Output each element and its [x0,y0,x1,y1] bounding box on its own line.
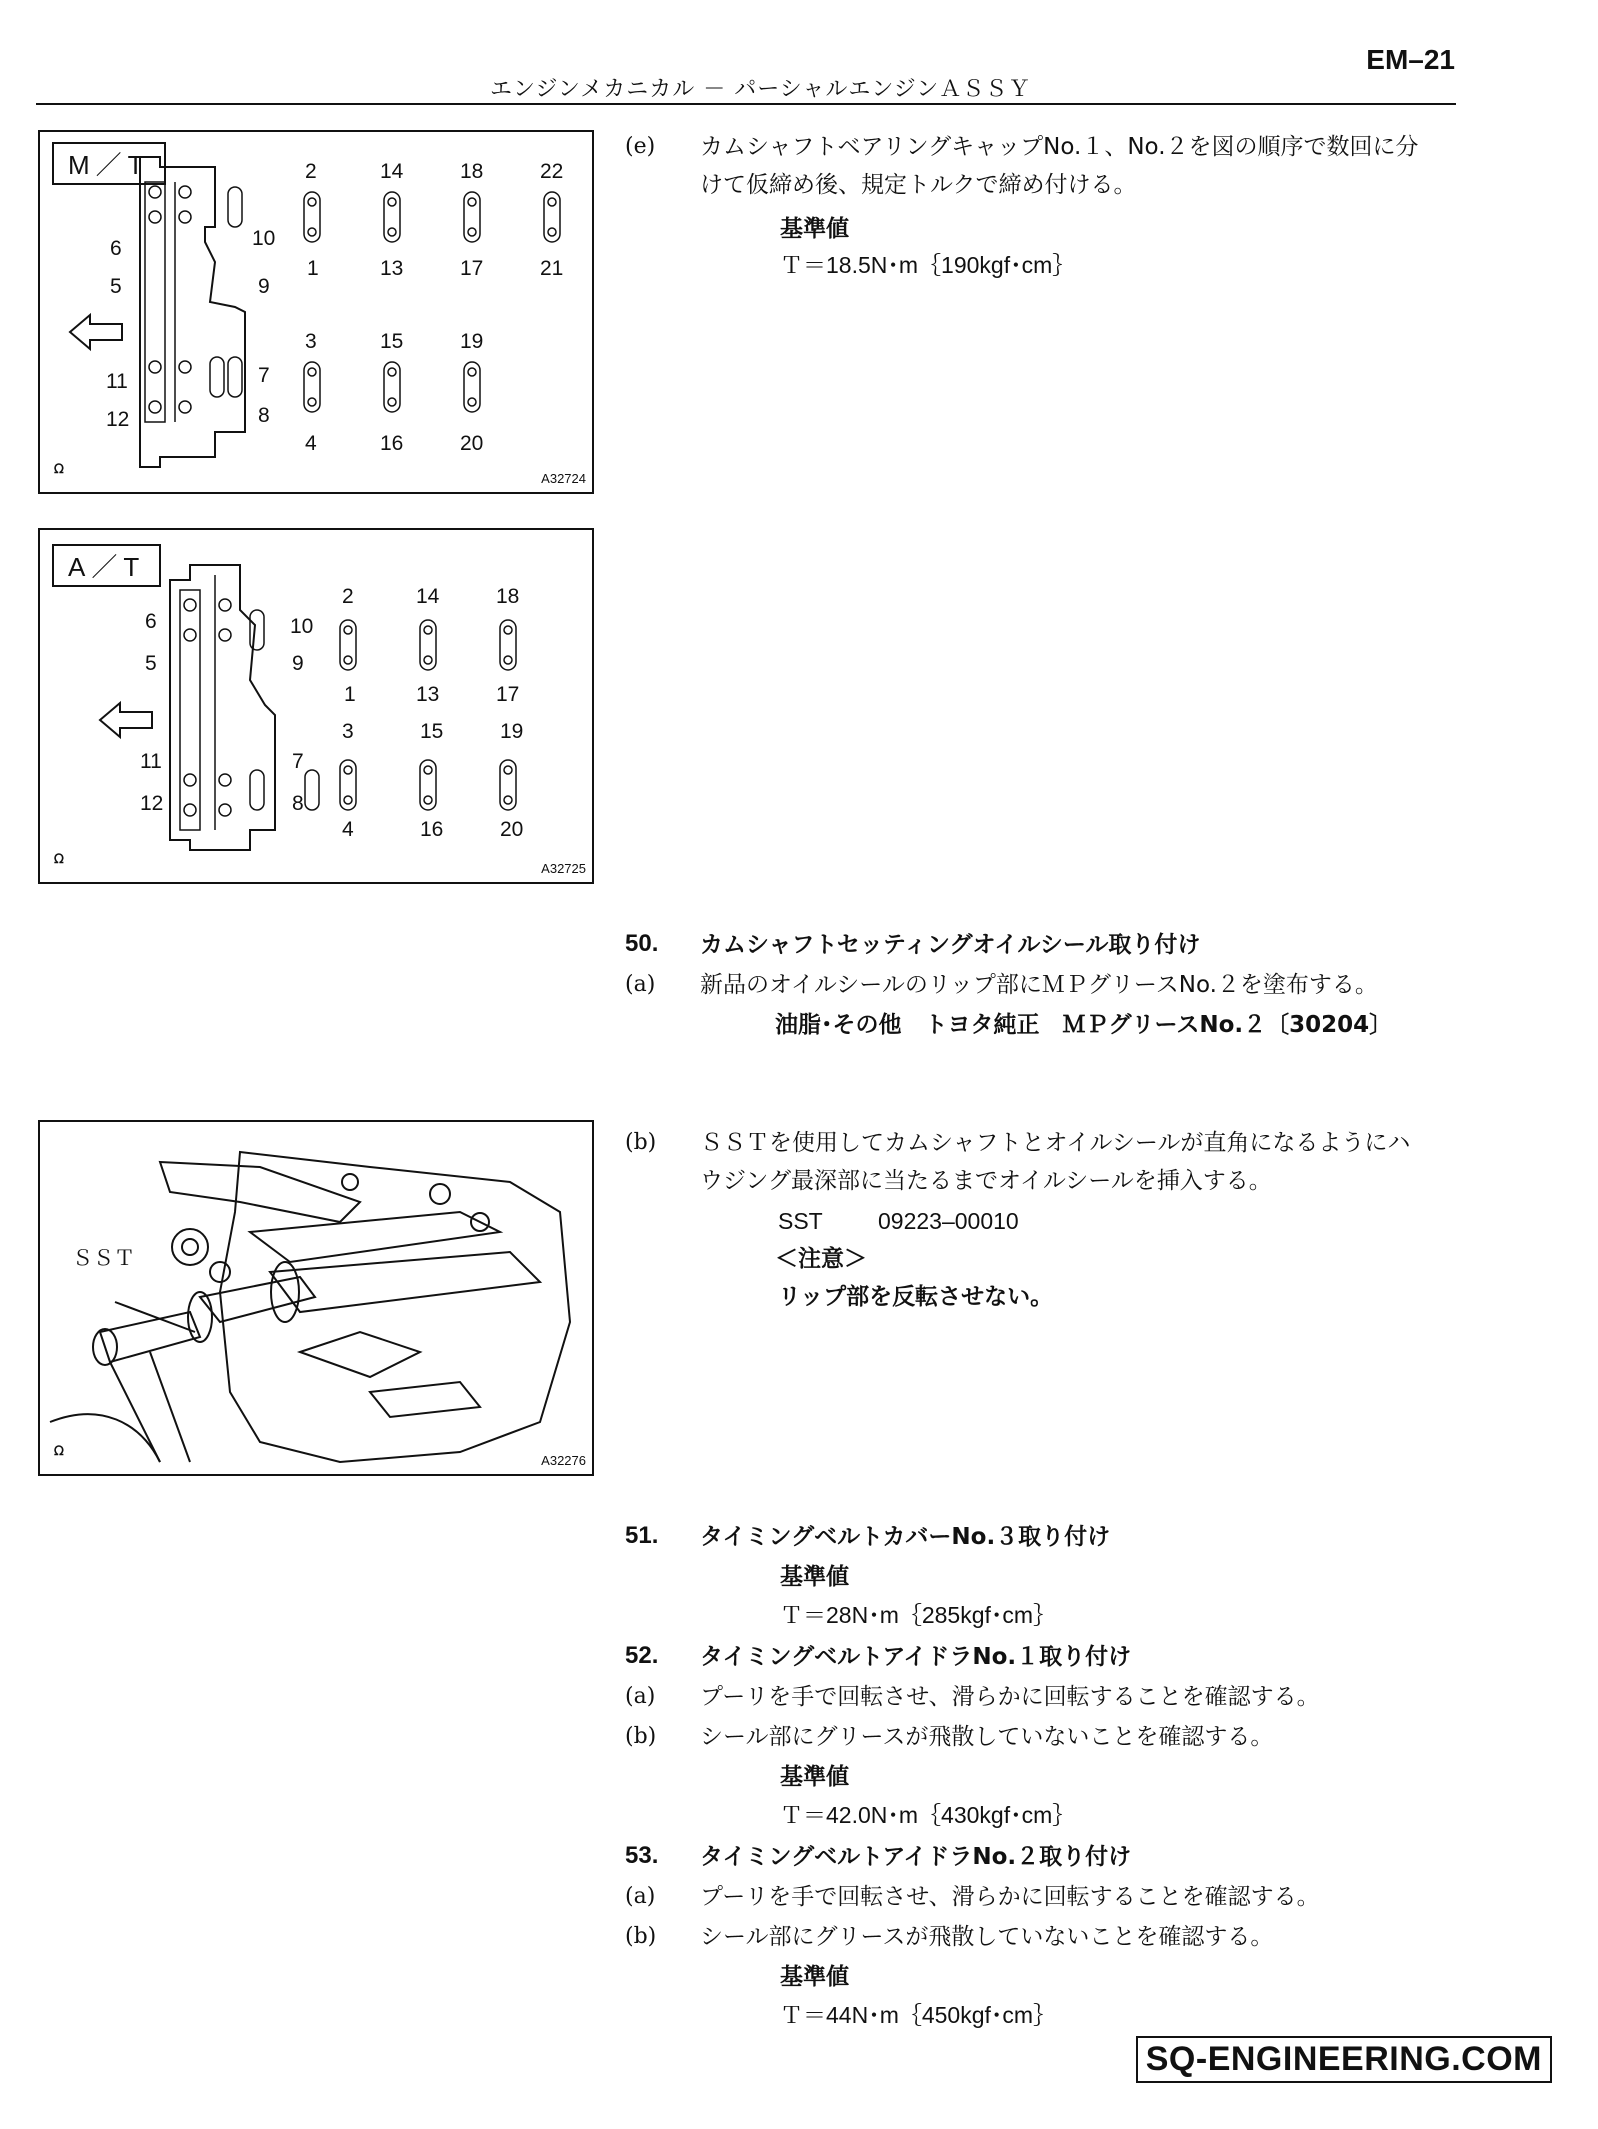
figure-mt-label: M／T [52,142,166,185]
bolt-number: 12 [106,408,130,431]
bolt-number: 1 [307,257,319,280]
section-title: エンジンメカニカル － パーシャルエンジンＡＳＳＹ [490,77,1032,102]
bolt-number: 11 [106,370,128,393]
step-text: けて仮締め後、規定トルクで締め付ける。 [700,172,1137,198]
step-text: 新品のオイルシールのリップ部にＭＰグリースNo.２を塗布する。 [700,972,1378,998]
bolt-number: 2 [305,160,317,183]
step-number: 51. [625,1522,659,1549]
bolt-number: 3 [342,720,354,743]
bolt-number: 17 [496,683,520,706]
bolt-number: 13 [380,257,404,280]
bolt-number: 15 [380,330,404,353]
figure-code: A32725 [541,861,586,876]
step-text: シール部にグリースが飛散していないことを確認する。 [700,1724,1274,1750]
bolt-number: 1 [344,683,356,706]
bolt-number: 5 [145,652,157,675]
step-title: カムシャフトセッティングオイルシール取り付け [700,932,1201,958]
figure-mt [38,130,594,494]
torque-value: Ｔ＝18.5N･m｛190kgf･cm｝ [780,252,1076,278]
step-title: タイミングベルトアイドラNo.２取り付け [700,1844,1132,1870]
bolt-number: 17 [460,257,484,280]
page-number: EM–21 [1366,44,1455,75]
bolt-number: 6 [145,610,157,633]
step-text: シール部にグリースが飛散していないことを確認する。 [700,1924,1274,1950]
bolt-number: 6 [110,237,122,260]
bolt-number: 12 [140,792,164,815]
torque-value: Ｔ＝44N･m｛450kgf･cm｝ [780,2002,1057,2028]
figure-sst [38,1120,594,1476]
step-marker: (b) [625,1924,657,1949]
bolt-number: 14 [416,585,440,608]
step-title: タイミングベルトアイドラNo.１取り付け [700,1644,1132,1670]
bolt-number: 7 [292,750,304,773]
figure-code: A32724 [541,471,586,486]
step-text: ウジング最深部に当たるまでオイルシールを挿入する。 [700,1168,1272,1194]
caution-label: ＜注意＞ [775,1246,867,1272]
step-text: プーリを手で回転させ、滑らかに回転することを確認する。 [700,1884,1320,1910]
bolt-number: 4 [305,432,317,455]
bolt-number: 13 [416,683,440,706]
step-number: 52. [625,1642,659,1669]
bolt-number: 19 [500,720,524,743]
sst-code: 09223–00010 [878,1208,1019,1234]
torque-value: Ｔ＝28N･m｛285kgf･cm｝ [780,1602,1057,1628]
bolt-number: 3 [305,330,317,353]
bolt-number: 4 [342,818,354,841]
standard-label: 基準値 [780,1964,849,1990]
step-marker: (b) [625,1724,657,1749]
standard-label: 基準値 [780,1564,849,1590]
sst-label: SST [778,1208,823,1234]
sst-installation-illustration [40,1122,592,1474]
bolt-number: 20 [460,432,484,455]
step-text: ＳＳＴを使用してカムシャフトとオイルシールが直角になるようにハ [700,1130,1411,1156]
step-text: プーリを手で回転させ、滑らかに回転することを確認する。 [700,1684,1320,1710]
step-marker: (a) [625,1884,656,1909]
standard-label: 基準値 [780,216,849,242]
bolt-number: 10 [290,615,314,638]
bolt-number: 9 [292,652,304,675]
header-divider [36,103,1456,105]
figure-at [38,528,594,884]
figure-mark: ᘯ [54,852,64,867]
bolt-number: 19 [460,330,484,353]
step-marker: (e) [625,134,656,159]
bolt-number: 22 [540,160,564,183]
bolt-number: 18 [460,160,484,183]
figure-code: A32276 [541,1453,586,1468]
bolt-number: 2 [342,585,354,608]
step-marker: (b) [625,1130,657,1155]
bolt-number: 10 [252,227,276,250]
step-marker: (a) [625,1684,656,1709]
lubricant-note: 油脂･その他 トヨタ純正 ＭＰグリースNo.２〔30204〕 [775,1012,1393,1038]
bolt-number: 14 [380,160,404,183]
step-number: 50. [625,930,659,957]
caution-text: リップ部を反転させない。 [778,1284,1054,1310]
standard-label: 基準値 [780,1764,849,1790]
figure-mark: ᘯ [54,1444,64,1459]
bolt-number: 21 [540,257,564,280]
bolt-number: 15 [420,720,444,743]
step-title: タイミングベルトカバーNo.３取り付け [700,1524,1111,1550]
bolt-number: 16 [420,818,444,841]
footer-brand: SQ-ENGINEERING.COM [1136,2036,1552,2083]
step-text: カムシャフトベアリングキャップNo.１、No.２を図の順序で数回に分 [700,134,1419,160]
bolt-number: 18 [496,585,520,608]
bolt-number: 5 [110,275,122,298]
torque-value: Ｔ＝42.0N･m｛430kgf･cm｝ [780,1802,1076,1828]
bolt-number: 8 [258,404,270,427]
bolt-number: 16 [380,432,404,455]
step-number: 53. [625,1842,659,1869]
bolt-number: 11 [140,750,162,773]
bolt-number: 8 [292,792,304,815]
step-marker: (a) [625,972,656,997]
bolt-number: 20 [500,818,524,841]
sst-label: ＳＳＴ [72,1247,135,1270]
bolt-number: 9 [258,275,270,298]
figure-at-label: A／T [52,544,161,587]
figure-mark: ᘯ [54,462,64,477]
bolt-number: 7 [258,364,270,387]
